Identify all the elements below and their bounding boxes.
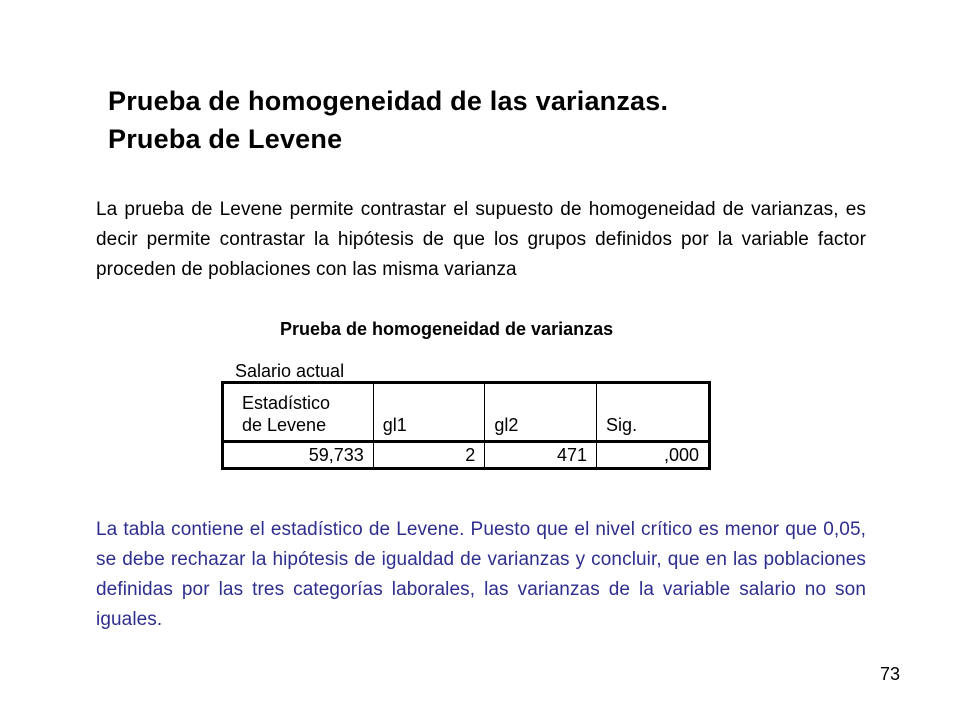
header-gl1: gl1 — [373, 383, 485, 442]
table-caption: Salario actual — [235, 361, 345, 381]
cell-gl2: 471 — [485, 442, 597, 469]
levene-table — [221, 381, 711, 470]
cell-gl1: 2 — [373, 442, 485, 469]
page-number: 73 — [880, 664, 901, 684]
table-header-row — [223, 383, 710, 442]
slide-title — [108, 82, 668, 158]
header-sig: Sig. — [606, 415, 638, 435]
header-statistic-line-1: Estadístico — [242, 393, 331, 413]
table-title: Prueba de homogeneidad de varianzas — [280, 319, 614, 339]
header-statistic-line-2: de Levene — [242, 415, 327, 435]
slide-title-line-1: Prueba de homogeneidad de las varianzas. — [108, 86, 669, 116]
header-statistic — [223, 383, 374, 442]
slide-title-line-2: Prueba de Levene — [108, 124, 343, 154]
cell-sig: ,000 — [663, 445, 699, 465]
conclusion-paragraph: La tabla contiene el estadístico de Levene. Puesto que el nivel crítico es menor que 0,05, se debe rechazar la hipótesis de igualdad de varianzas y concluir, que en las poblaciones definidas por las tres categorías laborales, las varianzas de la variable salario no son iguales. — [96, 519, 866, 630]
cell-statistic: 59,733 — [223, 442, 374, 469]
header-gl2: gl2 — [485, 383, 597, 442]
intro-paragraph: La prueba de Levene permite contrastar el supuesto de homogeneidad de varianzas, es decir permite contrastar la hipótesis de que los grupos definidos por la variable factor proceden de poblaciones con las misma varianza — [96, 199, 866, 280]
table-row — [223, 442, 710, 469]
